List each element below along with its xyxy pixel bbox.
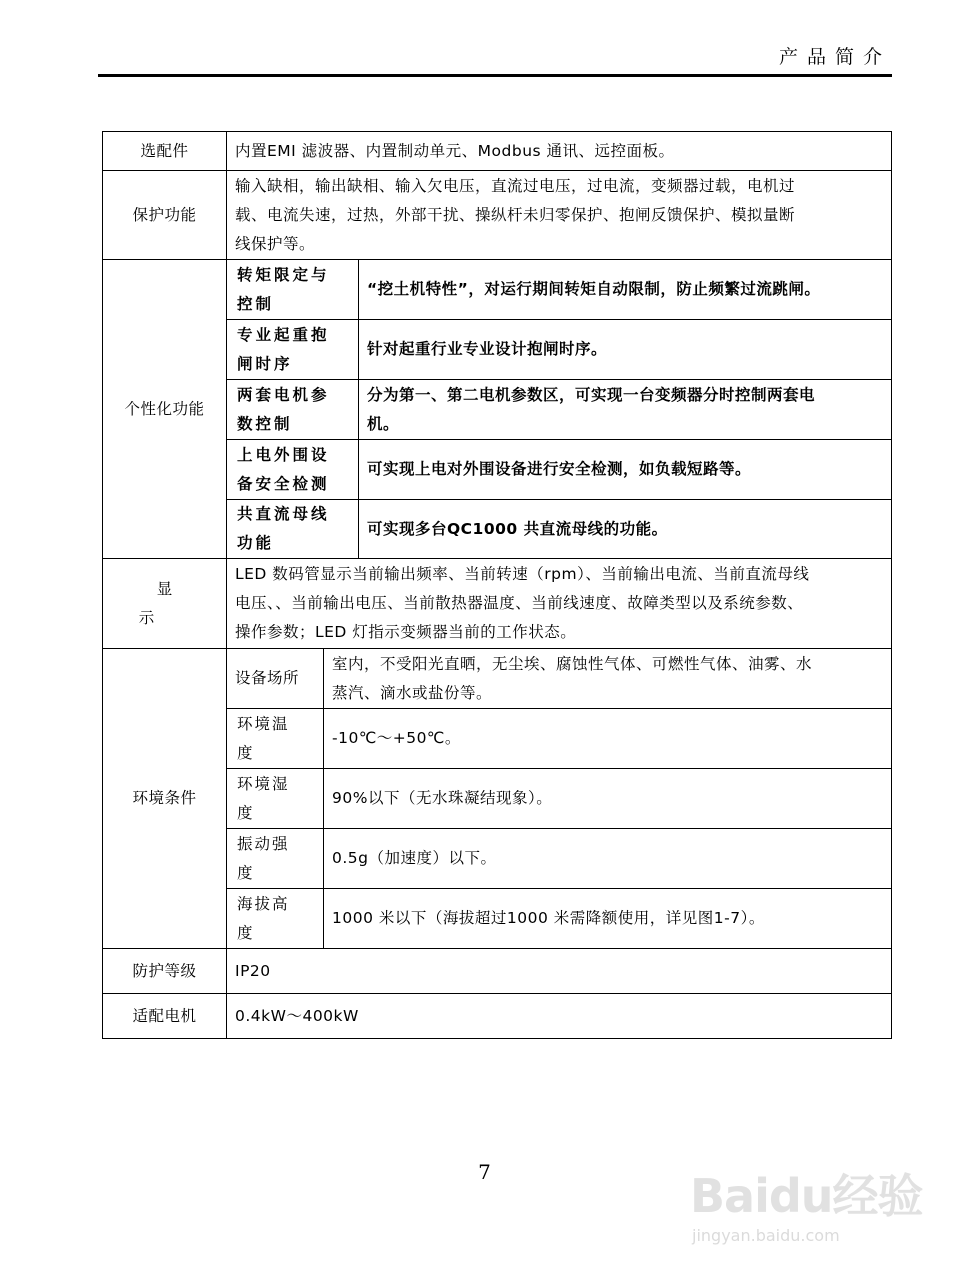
sub-value: 针对起重行业专业设计抱闸时序。 (359, 320, 892, 380)
row-value (227, 171, 892, 260)
row-label: 保护功能 (103, 171, 227, 260)
sub-value: 分为第一、第二电机参数区，可实现一台变频器分时控制两套电 机。 (359, 380, 892, 440)
table-row (103, 171, 892, 260)
page-number: 7 (478, 1160, 491, 1184)
text-line: 载、电流失速，过热，外部干扰、操纵杆未归零保护、抱闸反馈保护、模拟量断 (235, 205, 796, 224)
watermark-logo: Baidu经验 (690, 1169, 923, 1223)
sub-label: 共直流母线 功能 (227, 500, 359, 559)
row-label: 防护等级 (103, 949, 227, 994)
header-rule (98, 74, 892, 77)
text-line: 电压、、当前输出电压、当前散热器温度、当前线速度、故障类型以及系统参数、 (235, 594, 804, 612)
sub-value: “挖土机特性”，对运行期间转矩自动限制，防止频繁过流跳闸。 (359, 260, 892, 320)
row-value: 内置EMI 滤波器、内置制动单元、Modbus 通讯、远控面板。 (227, 132, 892, 171)
sub-value: 可实现多台QC1000 共直流母线的功能。 (359, 500, 892, 559)
sub-value: 可实现上电对外围设备进行安全检测，如负载短路等。 (359, 440, 892, 500)
table-row (103, 559, 892, 649)
sub-label: 振动强 度 (227, 829, 324, 889)
sub-value: 室内，不受阳光直晒，无尘埃、腐蚀性气体、可燃性气体、油雾、水 蒸汽、滴水或盐份等。 (324, 649, 892, 709)
text-line: 操作参数；LED 灯指示变频器当前的工作状态。 (235, 623, 577, 641)
sub-value: 1000 米以下（海拔超过1000 米需降额使用，详见图1-7）。 (324, 889, 892, 949)
row-label: 适配电机 (103, 994, 227, 1039)
table-row (103, 994, 892, 1039)
sub-label: 转矩限定与 控制 (227, 260, 359, 320)
sub-value: -10℃～+50℃。 (324, 709, 892, 769)
sub-value: 90%以下（无水珠凝结现象）。 (324, 769, 892, 829)
sub-label: 专业起重抱 闸时序 (227, 320, 359, 380)
watermark-url: jingyan.baidu.com (692, 1226, 840, 1245)
sub-label: 海拔高 度 (227, 889, 324, 949)
sub-label: 环境温 度 (227, 709, 324, 769)
table-row (103, 649, 892, 709)
spec-table (102, 131, 892, 1039)
row-label: 环境条件 (103, 649, 227, 949)
row-label: 显示 (103, 559, 227, 649)
text-line: LED 数码管显示当前输出频率、当前转速（rpm）、当前输出电流、当前直流母线 (235, 565, 810, 583)
baidu-watermark (690, 1140, 930, 1260)
table-row (103, 949, 892, 994)
text-line: 输入缺相，输出缺相、输入欠电压，直流过电压，过电流，变频器过载，电机过 (235, 176, 796, 195)
sub-label: 设备场所 (227, 649, 324, 709)
row-value (227, 559, 892, 649)
row-label: 选配件 (103, 132, 227, 171)
page-header-title: 产品简介 (778, 46, 891, 68)
sub-value: 0.5g（加速度）以下。 (324, 829, 892, 889)
table-row (103, 132, 892, 171)
row-label: 个性化功能 (103, 260, 227, 559)
row-value: 0.4kW～400kW (227, 994, 892, 1039)
sub-label: 两套电机参 数控制 (227, 380, 359, 440)
sub-label: 上电外围设 备安全检测 (227, 440, 359, 500)
table-row (103, 260, 892, 320)
text-line: 线保护等。 (235, 234, 316, 253)
row-value: IP20 (227, 949, 892, 994)
sub-label: 环境湿 度 (227, 769, 324, 829)
